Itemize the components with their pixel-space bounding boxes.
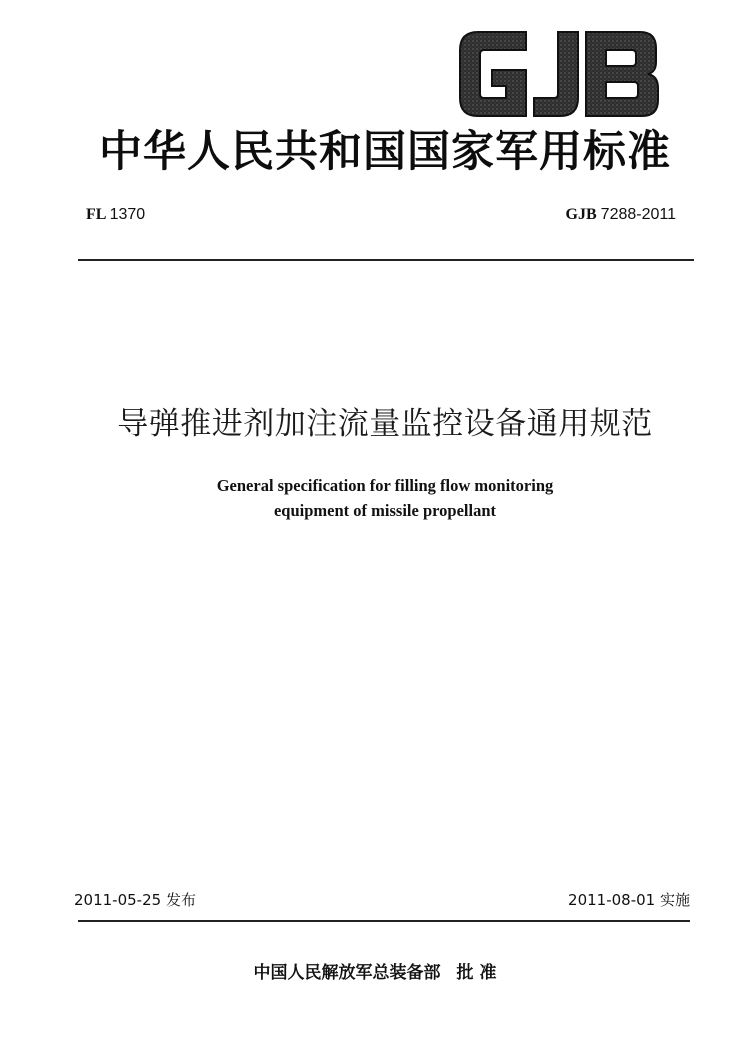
fl-classification xyxy=(86,206,145,224)
implementation-date: 2011-08-01 实施 xyxy=(568,891,690,909)
header-divider xyxy=(78,259,694,261)
standard-number xyxy=(566,206,676,224)
document-title-en xyxy=(100,473,670,523)
title-en-line-2: equipment of missile propellant xyxy=(273,501,496,520)
gjb-logo xyxy=(456,28,662,120)
approver-action: 批 准 xyxy=(456,963,497,983)
approver xyxy=(0,958,750,983)
document-title-cn: 导弹推进剂加注流量监控设备通用规范 xyxy=(117,406,653,442)
fl-label: FL xyxy=(86,206,106,223)
gjb-label: GJB xyxy=(565,206,597,223)
fl-number: 1370 xyxy=(109,206,146,223)
approver-org: 中国人民解放军总装备部 xyxy=(253,963,441,983)
title-en-line-1: General specification for filling flow monitoring xyxy=(216,476,554,495)
standard-title: 中华人民共和国国家军用标准 xyxy=(99,127,671,177)
issue-date: 2011-05-25 发布 xyxy=(74,891,196,909)
footer-divider xyxy=(78,920,690,922)
gjb-number: 7288-2011 xyxy=(600,206,676,223)
